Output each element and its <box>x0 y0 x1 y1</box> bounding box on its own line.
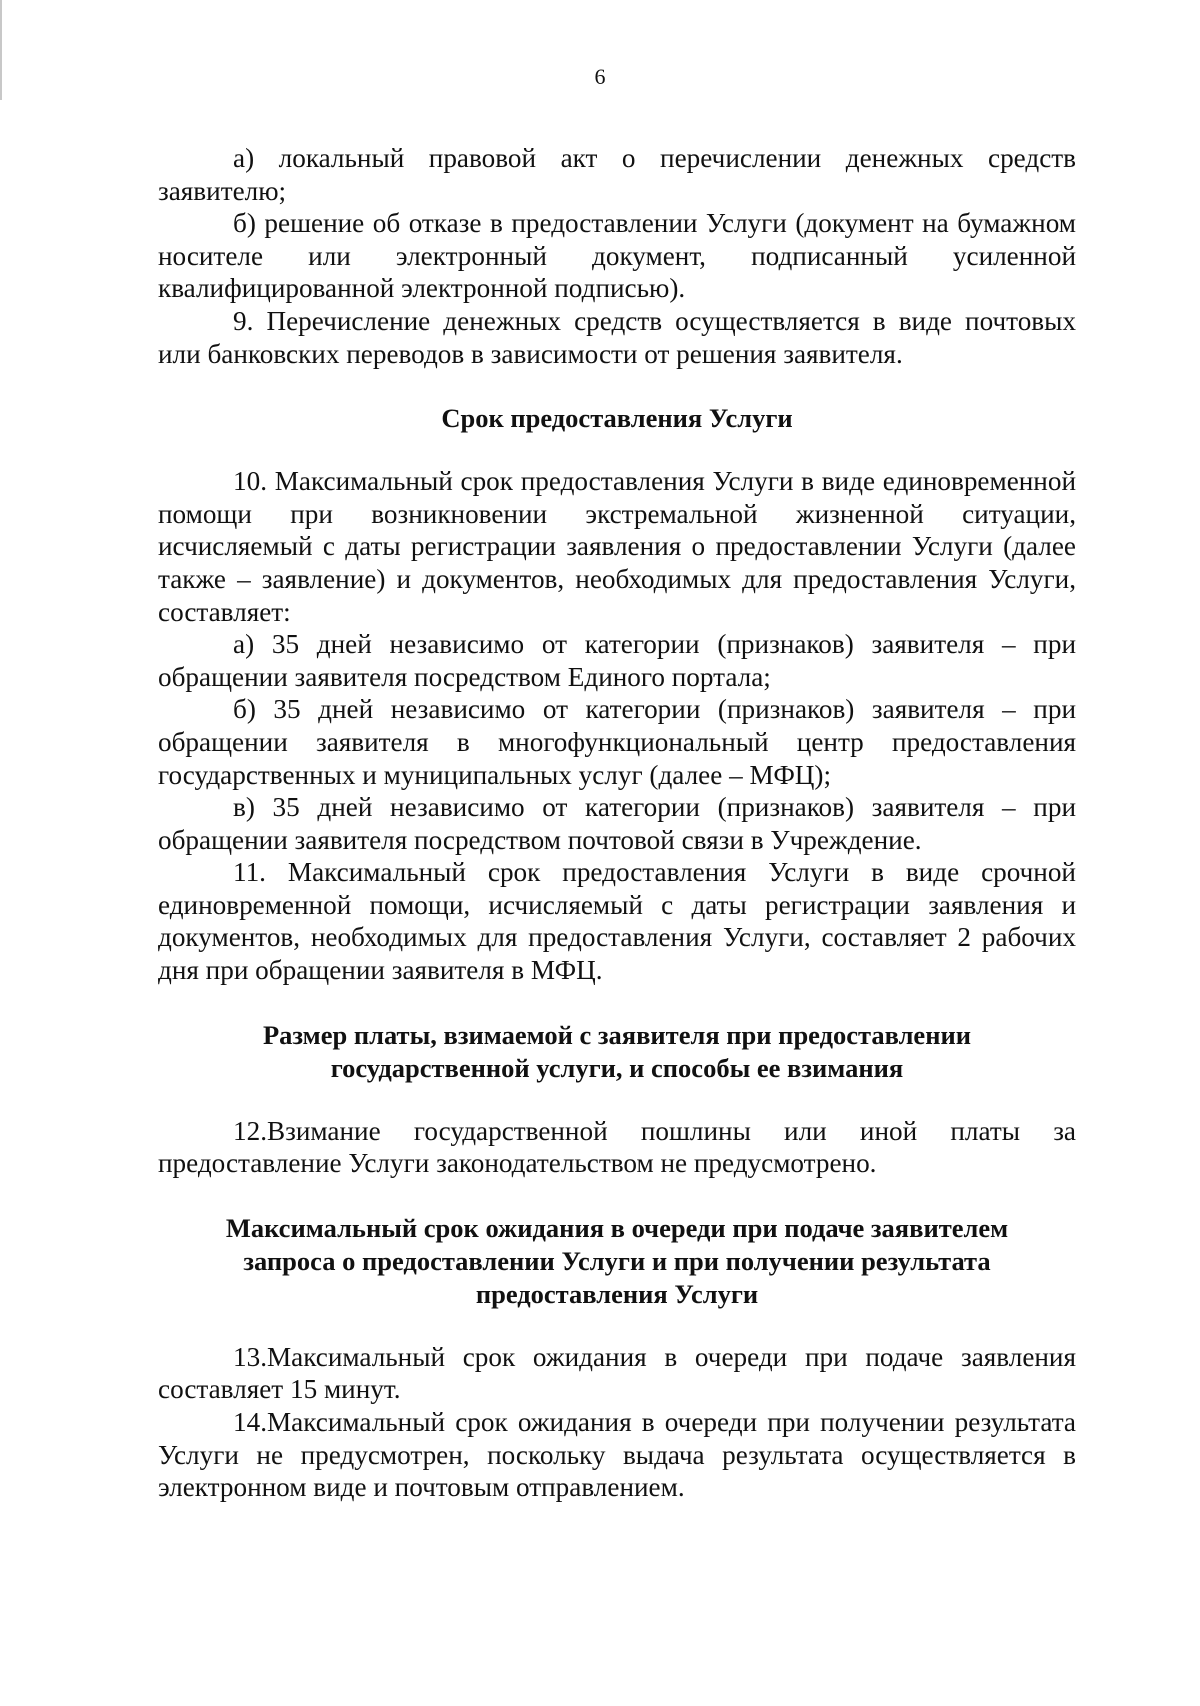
paragraph-10b-mfc: б) 35 дней независимо от категории (признаков) заявителя – при обращении заявителя в многофункциональный центр предоставления государственных и муниципальных услуг (далее – МФЦ); <box>158 694 1076 790</box>
paragraph-9-transfer: 9. Перечисление денежных средств осуществляется в виде почтовых или банковских переводов в зависимости от решения заявителя. <box>158 305 1076 369</box>
paragraph-10-max-term: 10. Максимальный срок предоставления Услуги в виде единовременной помощи при возникновении экстремальной жизненной ситуации, исчисляемый с даты регистрации заявления о предоставлении Услуги (далее также – заявление) и документов, необходимых для предоставления Услуги, составляет: <box>158 466 1076 627</box>
heading-service-term-line: Срок предоставления Услуги <box>441 403 793 434</box>
page-number: 6 <box>594 64 606 89</box>
heading-fee <box>158 1019 1076 1085</box>
paragraph-14-queue-result: 14.Максимальный срок ожидания в очереди при получении результата Услуги не предусмотрен, поскольку выдача результата осуществляется в электронном виде и почтовым отправлением. <box>158 1407 1076 1503</box>
heading-queue-time <box>158 1212 1076 1311</box>
heading-service-term <box>158 402 1076 435</box>
heading-queue-time-line-3: предоставления Услуги <box>475 1278 759 1309</box>
paragraph-11-urgent: 11. Максимальный срок предоставления Услуги в виде срочной единовременной помощи, исчисляемый с даты регистрации заявления и документов, необходимых для предоставления Услуги, составляет 2 рабочих дня при обращении заявителя в МФЦ. <box>158 857 1076 986</box>
document-body <box>158 142 1076 1504</box>
paragraph-12-no-fee: 12.Взимание государственной пошлины или иной платы за предоставление Услуги законодательством не предусмотрено. <box>158 1115 1076 1179</box>
heading-fee-line-2: государственной услуги, и способы ее взимания <box>330 1052 904 1083</box>
paragraph-13-queue-submit: 13.Максимальный срок ожидания в очереди при подаче заявления составляет 15 минут. <box>158 1341 1076 1405</box>
heading-fee-line-1: Размер платы, взимаемой с заявителя при предоставлении <box>262 1019 972 1050</box>
heading-queue-time-line-1: Максимальный срок ожидания в очереди при подаче заявителем <box>225 1212 1009 1243</box>
paragraph-b-refusal-decision: б) решение об отказе в предоставлении Услуги (документ на бумажном носителе или электронный документ, подписанный усиленной квалифицированной электронной подписью). <box>158 208 1076 304</box>
paragraph-a-local-act: а) локальный правовой акт о перечислении денежных средств заявителю; <box>158 143 1076 206</box>
paragraph-10a-portal: а) 35 дней независимо от категории (признаков) заявителя – при обращении заявителя посредством Единого портала; <box>158 629 1076 692</box>
heading-queue-time-line-2: запроса о предоставлении Услуги и при получении результата <box>243 1245 991 1276</box>
paragraph-10c-post: в) 35 дней независимо от категории (признаков) заявителя – при обращении заявителя посредством почтовой связи в Учреждение. <box>158 792 1076 855</box>
